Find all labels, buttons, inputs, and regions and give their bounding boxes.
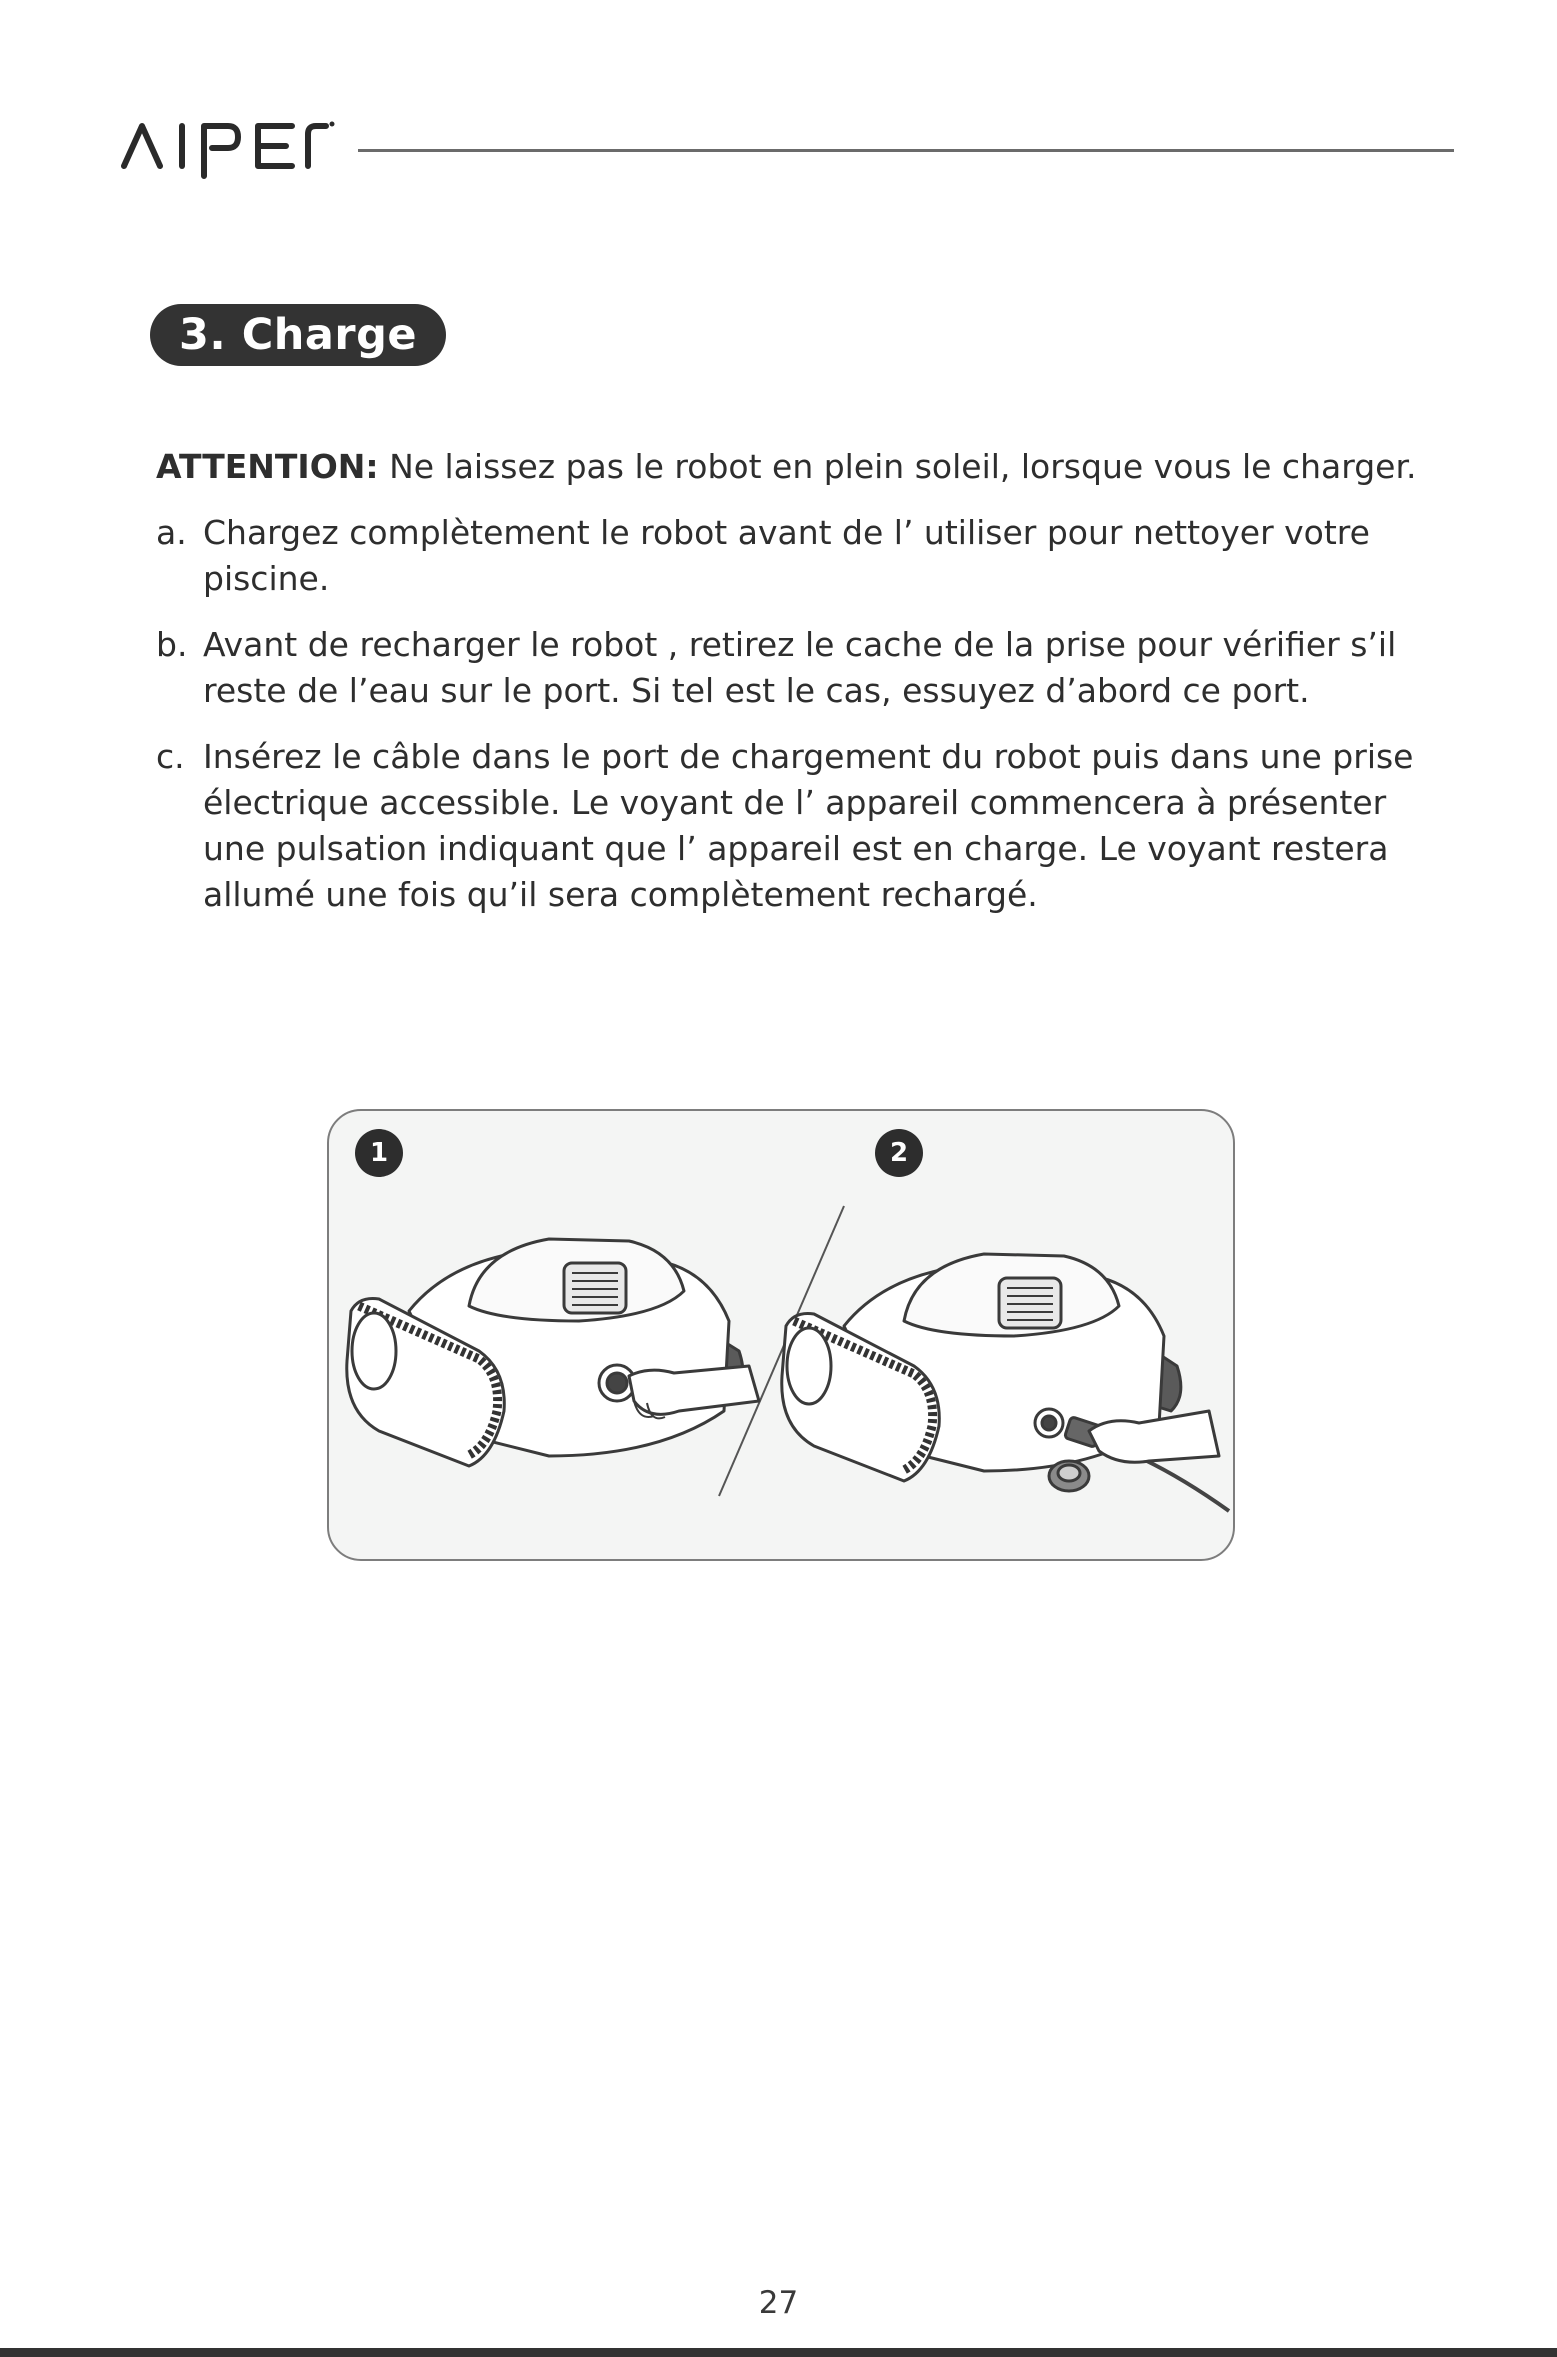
charging-illustration (327, 1109, 1235, 1561)
instruction-item-a (156, 510, 1456, 602)
step-badge-1: 1 (355, 1129, 403, 1177)
attention-text: Ne laissez pas le robot en plein soleil, lorsque vous le charger. (378, 447, 1417, 486)
attention-label: ATTENTION: (156, 447, 379, 486)
instruction-text: Avant de recharger le robot , retirez le cache de la prise pour vérifier s’il reste de l’eau sur le port. Si tel est le cas, essuyez d’abord ce port. (203, 625, 1397, 710)
robot-step-1 (347, 1239, 759, 1466)
robot-step-2 (782, 1254, 1229, 1511)
brand-logo (120, 118, 335, 180)
instructions-block (156, 444, 1456, 938)
instruction-marker: a. (156, 513, 187, 552)
instruction-marker: c. (156, 737, 185, 776)
attention-paragraph (156, 444, 1456, 490)
instruction-text: Chargez complètement le robot avant de l’ utiliser pour nettoyer votre piscine. (203, 513, 1370, 598)
section-title: 3. Charge (150, 304, 446, 366)
page-number: 27 (758, 2285, 799, 2321)
bottom-edge-bar (0, 2348, 1557, 2357)
header-rule (358, 149, 1454, 152)
instruction-marker: b. (156, 625, 188, 664)
robot-charging-drawing (329, 1111, 1235, 1561)
instruction-item-b (156, 622, 1456, 714)
instruction-text: Insérez le câble dans le port de chargement du robot puis dans une prise électrique accessible. Le voyant de l’ appareil commencera à présenter une pulsation indiquant que l’ appareil est en charge. Le voyant restera allumé une fois qu’il sera complètement rechargé. (203, 737, 1414, 914)
instruction-item-c (156, 734, 1456, 918)
step-badge-2: 2 (875, 1129, 923, 1177)
